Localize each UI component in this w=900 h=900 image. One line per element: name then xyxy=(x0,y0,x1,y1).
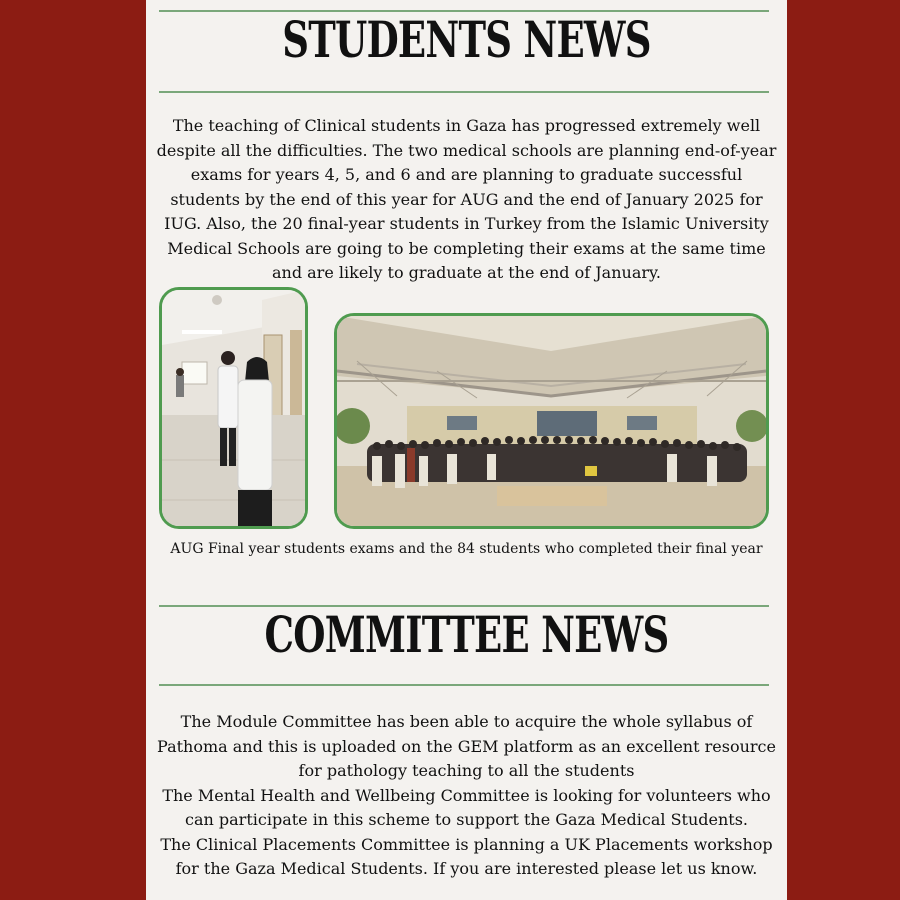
students-news-body: The teaching of Clinical students in Gaza has progressed extremely well despite all the difficulties. The two medical schools are planning end-of-year exams for years 4, 5, and 6 and are planning to graduate successful students by the end of this year for AUG and the end of January 2025 for IUG. Also, the 20 final-year students in Turkey from the Islamic University Medical Schools are going to be completing their exams at the same time and are likely to graduate at the end of January. xyxy=(156,116,777,282)
committee-news-heading: COMMITTEE NEWS xyxy=(264,605,669,664)
divider-committee xyxy=(159,684,769,686)
exam-hallway-photo xyxy=(159,287,308,529)
divider-students xyxy=(159,91,769,93)
wellbeing-committee-paragraph: The Mental Health and Wellbeing Committee is looking for volunteers who can participate in this scheme to support the Gaza Medical Students. xyxy=(162,785,771,829)
module-committee-paragraph: The Module Committee has been able to acquire the whole syllabus of Pathoma and this is uploaded on the GEM platform as an excellent resource for pathology teaching to all the students xyxy=(157,712,776,780)
placements-committee-paragraph: The Clinical Placements Committee is planning a UK Placements workshop for the Gaza Medical Students. If you are interested please let us know. xyxy=(160,834,773,878)
photo-caption: AUG Final year students exams and the 84 students who completed their final year xyxy=(170,541,763,557)
students-news-heading: STUDENTS NEWS xyxy=(282,10,651,69)
exam-hallway-image xyxy=(162,290,305,526)
committee-news-body xyxy=(146,710,787,882)
graduating-group-photo xyxy=(334,313,769,529)
group-photo-image xyxy=(337,316,766,526)
newsletter-page xyxy=(146,0,787,900)
